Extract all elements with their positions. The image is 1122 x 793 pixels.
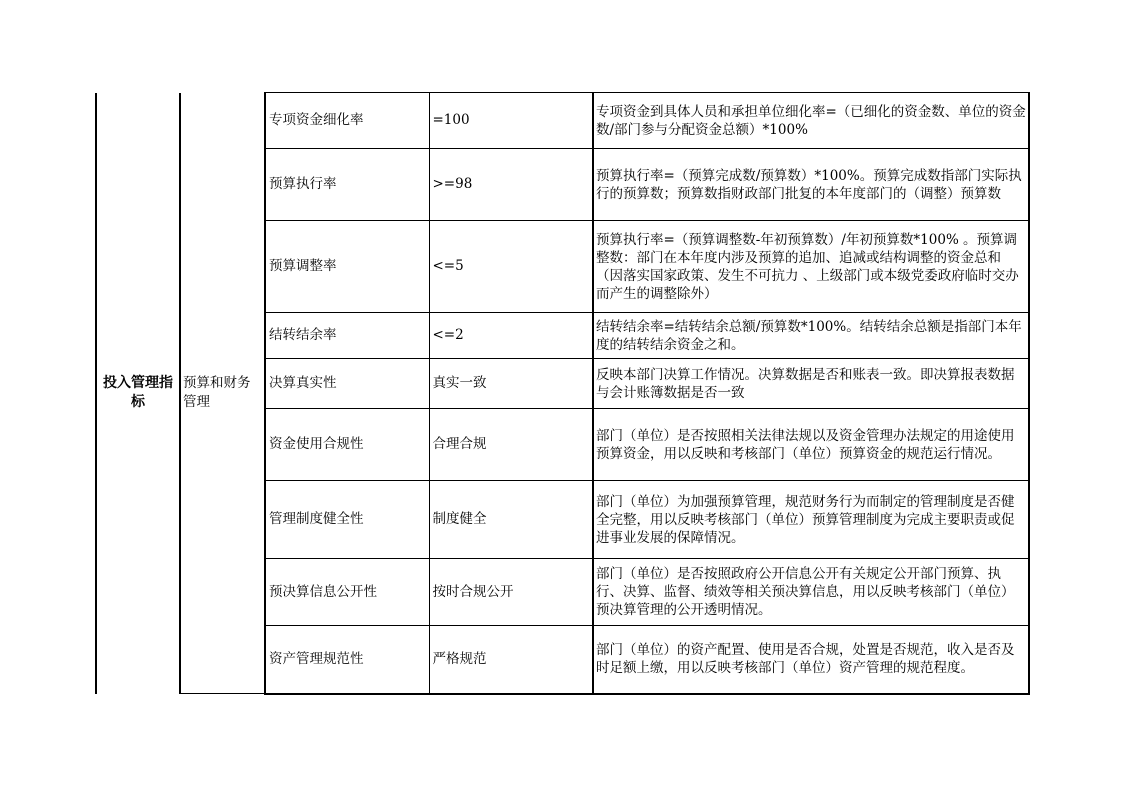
indicator-description-cell: 预算执行率=（预算完成数/预算数）*100%。预算完成数指部门实际执行的预算数；预算数指财政部门批复的本年度部门的（调整）预算数 [593,149,1029,221]
indicator-value-cell: 按时合规公开 [429,559,593,626]
indicator-table-sheet [95,92,1028,693]
indicator-name-cell: 预算调整率 [265,221,429,313]
indicator-name-cell: 预算执行率 [265,149,429,221]
indicator-description-cell: 预算执行率=（预算调整数-年初预算数）/年初预算数*100% 。预算调整数：部门在本年度内涉及预算的追加、追减或结构调整的资金总和（因落实国家政策、发生不可抗力 、上级部门或本级党委政府临时交办而产生的调整除外） [593,221,1029,313]
category-level2-cell: 预算和财务管理 [180,93,265,694]
indicator-description-cell: 部门（单位）是否按照政府公开信息公开有关规定公开部门预算、执行、决算、监督、绩效等相关预决算信息，用以反映考核部门（单位）预决算管理的公开透明情况。 [593,559,1029,626]
indicator-value-cell: 严格规范 [429,626,593,694]
indicator-value-cell: 合理合规 [429,409,593,481]
indicator-description-cell: 反映本部门决算工作情况。决算数据是否和账表一致。即决算报表数据与会计账簿数据是否一致 [593,359,1029,409]
indicator-value-cell: =100 [429,93,593,149]
indicator-name-cell: 专项资金细化率 [265,93,429,149]
indicator-name-cell: 预决算信息公开性 [265,559,429,626]
indicator-description-cell: 部门（单位）为加强预算管理，规范财务行为而制定的管理制度是否健全完整，用以反映考核部门（单位）预算管理制度为完成主要职责或促进事业发展的保障情况。 [593,481,1029,559]
indicator-table [95,92,1030,695]
indicator-name-cell: 决算真实性 [265,359,429,409]
indicator-name-cell: 管理制度健全性 [265,481,429,559]
indicator-value-cell: 真实一致 [429,359,593,409]
indicator-description-cell: 专项资金到具体人员和承担单位细化率=（已细化的资金数、单位的资金数/部门参与分配资金总额）*100% [593,93,1029,149]
indicator-name-cell: 资产管理规范性 [265,626,429,694]
indicator-value-cell: <=2 [429,313,593,359]
indicator-value-cell: 制度健全 [429,481,593,559]
indicator-name-cell: 资金使用合规性 [265,409,429,481]
indicator-value-cell: >=98 [429,149,593,221]
table-row [96,93,1029,149]
indicator-description-cell: 部门（单位）是否按照相关法律法规以及资金管理办法规定的用途使用预算资金，用以反映和考核部门（单位）预算资金的规范运行情况。 [593,409,1029,481]
indicator-description-cell: 部门（单位）的资产配置、使用是否合规，处置是否规范，收入是否及时足额上缴，用以反映考核部门（单位）资产管理的规范程度。 [593,626,1029,694]
indicator-value-cell: <=5 [429,221,593,313]
indicator-description-cell: 结转结余率=结转结余总额/预算数*100%。结转结余总额是指部门本年度的结转结余资金之和。 [593,313,1029,359]
category-level1-cell: 投入管理指标 [96,93,180,694]
indicator-name-cell: 结转结余率 [265,313,429,359]
